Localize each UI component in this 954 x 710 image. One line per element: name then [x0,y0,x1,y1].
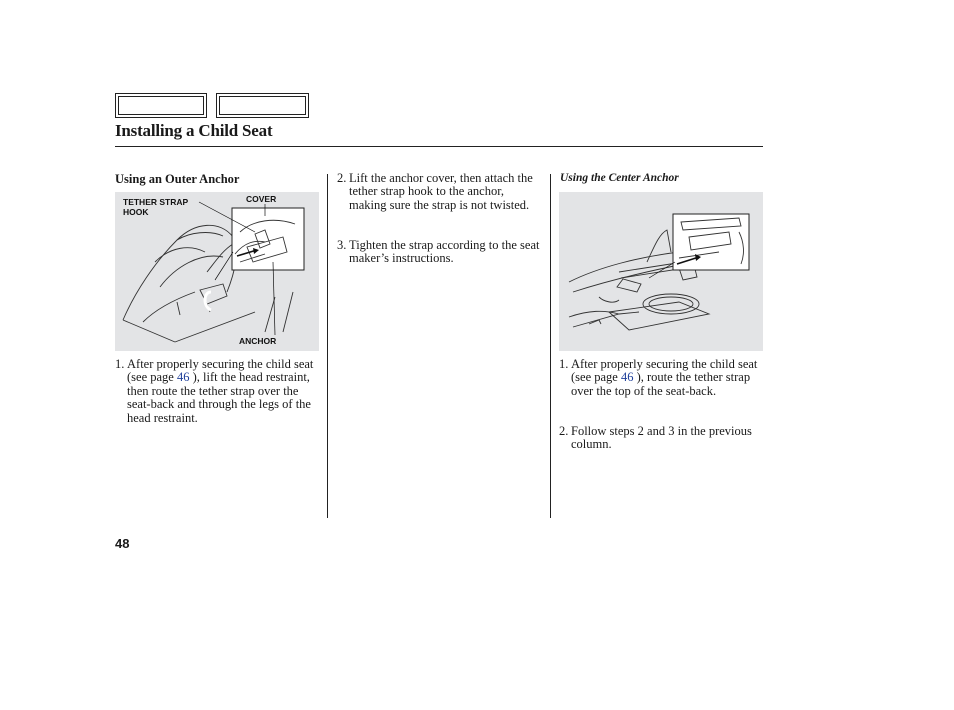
center-anchor-step-1: 1. After properly securing the child seat (see page 46 ), route the tether strap over the top of the seat-back. [559,357,758,398]
tether-strap-label: TETHER STRAP HOOK [123,197,189,217]
nav-tab-box-2[interactable] [216,93,309,118]
section-title: Installing a Child Seat [115,121,273,140]
page-46-link[interactable]: 46 [176,370,190,385]
nav-tab-box-1[interactable] [115,93,207,118]
anchor-label: ANCHOR [239,336,277,346]
step-3-text: 3. Tighten the strap according to the seat maker’s instructions. [337,238,540,266]
outer-anchor-heading: Using an Outer Anchor [115,172,240,186]
outer-anchor-step-1: 1. After properly securing the child seat (see page 46 ), lift the head restraint, then route the tether strap over the seat-back and through the legs of the head restraint. [115,357,314,425]
cover-label: COVER [246,194,277,204]
page-number: 48 [115,536,130,551]
center-anchor-step-2: 2. Follow steps 2 and 3 in the previous column. [559,424,752,452]
step-2-text: 2. Lift the anchor cover, then attach the tether strap hook to the anchor, making sure the strap is not twisted. [337,171,533,212]
page-46-link-center[interactable]: 46 [620,370,634,385]
column-divider-1 [327,174,328,518]
outer-anchor-illustration [115,192,319,351]
title-rule [115,146,763,147]
center-anchor-heading: Using the Center Anchor [560,172,679,184]
column-divider-2 [550,174,551,518]
center-anchor-drawing [559,192,763,351]
center-anchor-illustration [559,192,763,351]
